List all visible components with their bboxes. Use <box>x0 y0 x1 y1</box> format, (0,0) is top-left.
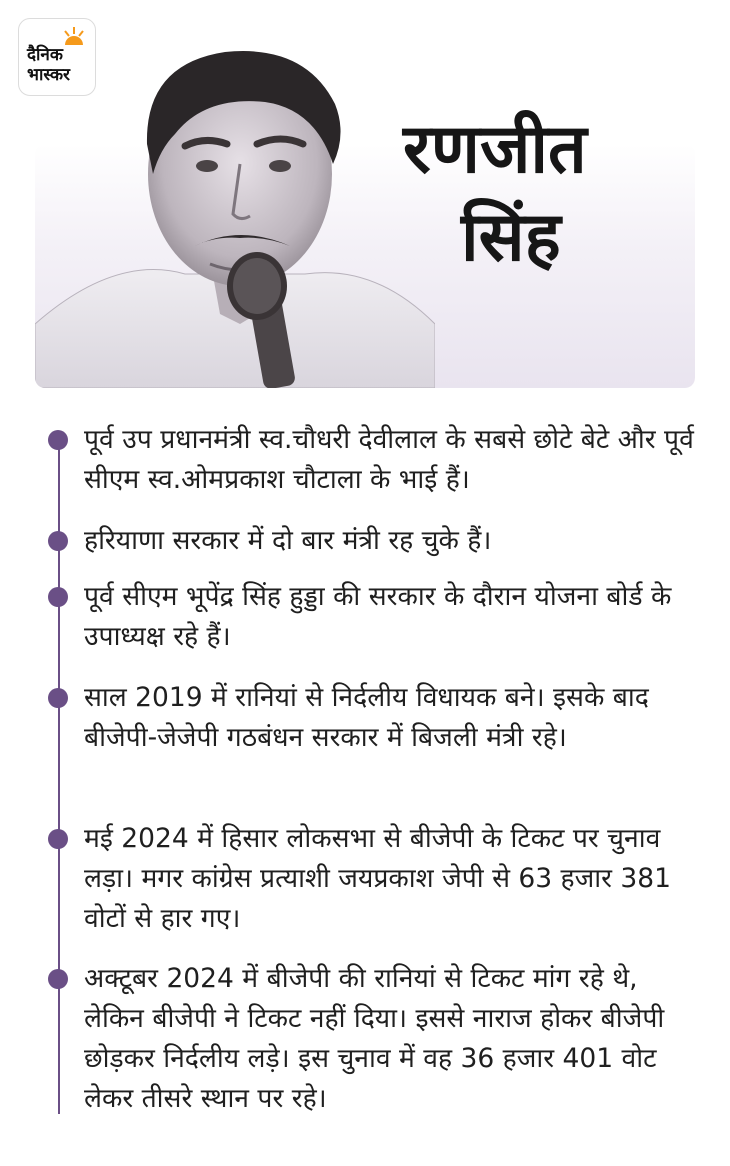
person-name-line2: सिंह <box>461 198 561 277</box>
dainik-bhaskar-logo <box>18 18 96 96</box>
timeline-dot <box>48 531 68 551</box>
fact-item: हरियाणा सरकार में दो बार मंत्री रह चुके हैं। <box>84 525 492 556</box>
timeline-dot <box>48 430 68 450</box>
person-name-line1: रणजीत <box>403 110 587 189</box>
fact-item: अक्टूबर 2024 में बीजेपी की रानियां से टिकट मांग रहे थे, लेकिन बीजेपी ने टिकट नहीं दिया। इससे नाराज होकर बीजेपी छोड़कर निर्दलीय लड़े। इस चुनाव में वह 36 हजार 401 वोट लेकर तीसरे स्थान पर रहे। <box>84 963 665 1114</box>
logo-line2: भास्कर <box>27 65 70 85</box>
person-name <box>403 106 695 282</box>
sun-icon <box>63 25 85 47</box>
logo-line1: दैनिक <box>27 45 63 65</box>
fact-item: मई 2024 में हिसार लोकसभा से बीजेपी के टिकट पर चुनाव लड़ा। मगर कांग्रेस प्रत्याशी जयप्रकाश जेपी से 63 हजार 381 वोटों से हार गए। <box>84 823 672 934</box>
hero-banner <box>35 24 695 388</box>
timeline-dot <box>48 688 68 708</box>
timeline-dot <box>48 969 68 989</box>
timeline-dot <box>48 829 68 849</box>
fact-item: पूर्व सीएम भूपेंद्र सिंह हुड्डा की सरकार के दौरान योजना बोर्ड के उपाध्यक्ष रहे हैं। <box>84 581 672 652</box>
fact-item: साल 2019 में रानियां से निर्दलीय विधायक बने। इसके बाद बीजेपी-जेजेपी गठबंधन सरकार में बिजली मंत्री रहे। <box>84 682 649 753</box>
fact-item: पूर्व उप प्रधानमंत्री स्व.चौधरी देवीलाल के सबसे छोटे बेटे और पूर्व सीएम स्व.ओमप्रकाश चौटाला के भाई हैं। <box>84 424 694 495</box>
timeline-dot <box>48 587 68 607</box>
